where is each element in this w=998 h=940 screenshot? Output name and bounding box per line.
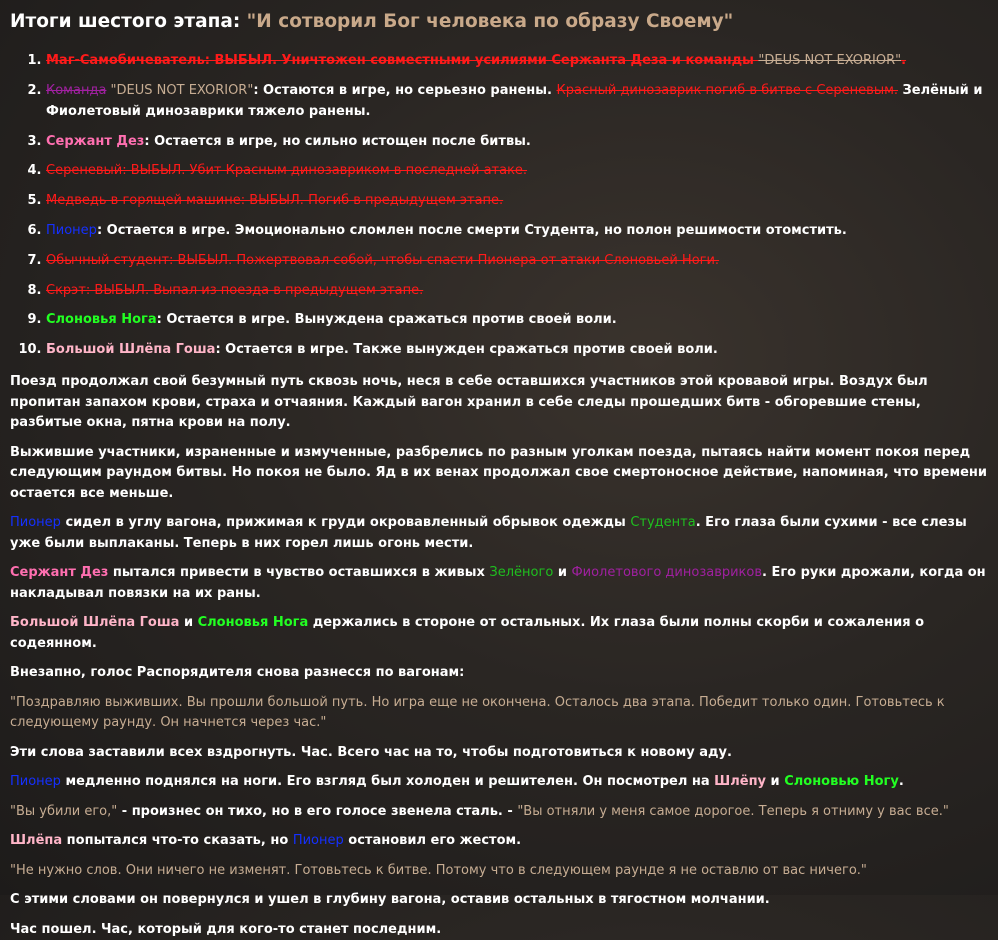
list-item [46,220,988,241]
entry-text: : Остается в игре. Вынуждена сражаться против своей воли. [156,312,617,328]
eliminated-entry: Красный динозаврик погиб в битве с Сереневым. [556,82,899,98]
paragraph: Поезд продолжал свой безумный путь сквозь ночь, неся в себе оставшихся участников этой кровавой игры. Воздух был пропитан запахом крови, страха и отчаяния. Каждый вагон хранил в себе следы прошедших битв - обгоревшие стены, разбитые окна, пятна крови на полу. [10,374,928,431]
character-name: Слоновья Нога [46,312,157,328]
paragraph-text: и [766,774,785,790]
team-name: "DEUS NOT EXORIOR" [106,82,254,98]
paragraph: Выжившие участники, израненные и измученные, разбрелись по разным уголкам поезда, пытаясь найти момент покоя перед следующим раундом битвы. Но покоя не было. Яд в их венах продолжал свое смертоносное действие, напоминая, что времени остается все меньше. [10,444,988,501]
paragraph-text: и [553,565,572,581]
paragraph: С этими словами он повернулся и ушел в глубину вагона, оставив остальных в тягостном молчании. [10,892,770,908]
paragraph [10,613,988,654]
announcer-quote: "Поздравляю выживших. Вы прошли большой путь. Но игра еще не окончена. Осталось два этапа. Победит только один. Готовьтесь к следующему раунду. Он начнется через час." [10,694,945,731]
paragraph-text: остановил его жестом. [343,833,522,849]
roster-list [10,50,988,360]
character-name: Сержант Дез [10,565,109,581]
list-item [46,50,988,71]
list-item [46,160,988,181]
dialogue-quote: "Вы убили его," [10,803,118,819]
character-name: Фиолетового динозавриков [571,565,763,581]
character-name: Слоновья Нога [197,615,309,631]
character-name: Сержант Дез [46,133,145,149]
eliminated-entry: Обычный студент: ВЫБЫЛ. Пожертвовал собой, чтобы спасти Пионера от атаки Слоновьей Ноги. [46,252,720,268]
dialogue-quote: "Не нужно слов. Они ничего не изменят. Готовьтесь к битве. Потому что в следующем раунде я не оставлю от вас ничего." [10,862,867,878]
paragraph-text: . Его глаза были сухими - все слезы уже были выплаканы. Теперь в них горел лишь огонь мести. [10,515,967,551]
paragraph-text: держались в стороне от остальных. Их глаза были полны скорби и сожаления о содеянном. [10,615,925,651]
eliminated-entry: Сереневый: ВЫБЫЛ. Убит Красным динозавриком в последней атаке. [46,163,528,179]
team-name: "DEUS NOT EXORIOR" [758,53,902,68]
character-name: Пионер [292,833,344,849]
character-name: Слоновью Ногу [784,774,899,790]
character-name: Пионер [10,515,61,531]
paragraph-text: попытался что-то сказать, но [62,833,293,849]
eliminated-entry: Маг-Самобичеватель: ВЫБЫЛ. Уничтожен совместными усилиями Сержанта Деза и команды [46,53,759,68]
paragraph [10,563,988,604]
character-name: Пионер [10,774,61,790]
paragraph-text: . Его руки дрожали, когда он накладывал повязки на их раны. [10,565,986,601]
title-prefix: Итоги шестого этапа: [10,11,247,32]
paragraph [10,772,988,793]
list-item [46,250,988,271]
page-title [10,10,988,34]
team-label: Команда [46,82,107,98]
character-name: Шлёпа [10,833,63,849]
eliminated-entry: Медведь в горящей машине: ВЫБЫЛ. Погиб в предыдущем этапе. [46,193,504,209]
entry-text: : Остается в игре. Также вынужден сражаться против своей воли. [215,342,718,358]
character-name: Большой Шлёпа Гоша [46,342,216,358]
paragraph: Час пошел. Час, который для кого-то станет последним. [10,921,442,937]
entry-text: : Остается в игре, но сильно истощен после битвы. [144,133,531,149]
entry-text: : Остаются в игре, но серьезно ранены. [253,82,557,98]
dialogue-quote: "Вы отняли у меня самое дорогое. Теперь я отниму у вас все." [517,803,949,819]
paragraph-text: и [179,615,198,631]
character-name: Шлёпу [714,774,767,790]
paragraph [10,802,988,823]
paragraph-text: пытался привести в чувство оставшихся в живых [108,565,490,581]
entry-end: . [901,53,907,68]
paragraph [10,831,988,852]
character-name: Большой Шлёпа Гоша [10,615,180,631]
paragraph-text: - произнес он тихо, но в его голосе звенела сталь. - [117,803,518,819]
list-item [46,280,988,301]
character-name: Зелёного [489,565,554,581]
paragraph [10,513,988,554]
list-item [46,131,988,152]
entry-text: : Остается в игре. Эмоционально сломлен после смерти Студента, но полон решимости отомстить. [96,222,847,238]
title-quote: "И сотворил Бог человека по образу Своему" [246,11,734,32]
list-item [46,339,988,360]
paragraph-text: . [898,774,904,790]
character-name: Студента [630,515,696,531]
entry-text: Зелёный и Фиолетовый динозаврики тяжело ранены. [46,82,983,119]
paragraph: Внезапно, голос Распорядителя снова разнесся по вагонам: [10,665,465,681]
paragraph-text: медленно поднялся на ноги. Его взгляд был холоден и решителен. Он посмотрел на [60,774,715,790]
eliminated-entry: Скрэт: ВЫБЫЛ. Выпал из поезда в предыдущем этапе. [46,282,424,298]
list-item [46,80,988,122]
character-name: Пионер [46,222,97,238]
list-item [46,190,988,211]
list-item [46,309,988,330]
paragraph-text: сидел в углу вагона, прижимая к груди окровавленный обрывок одежды [60,515,631,531]
paragraph: Эти слова заставили всех вздрогнуть. Час. Всего час на то, чтобы подготовиться к новому аду. [10,744,732,760]
